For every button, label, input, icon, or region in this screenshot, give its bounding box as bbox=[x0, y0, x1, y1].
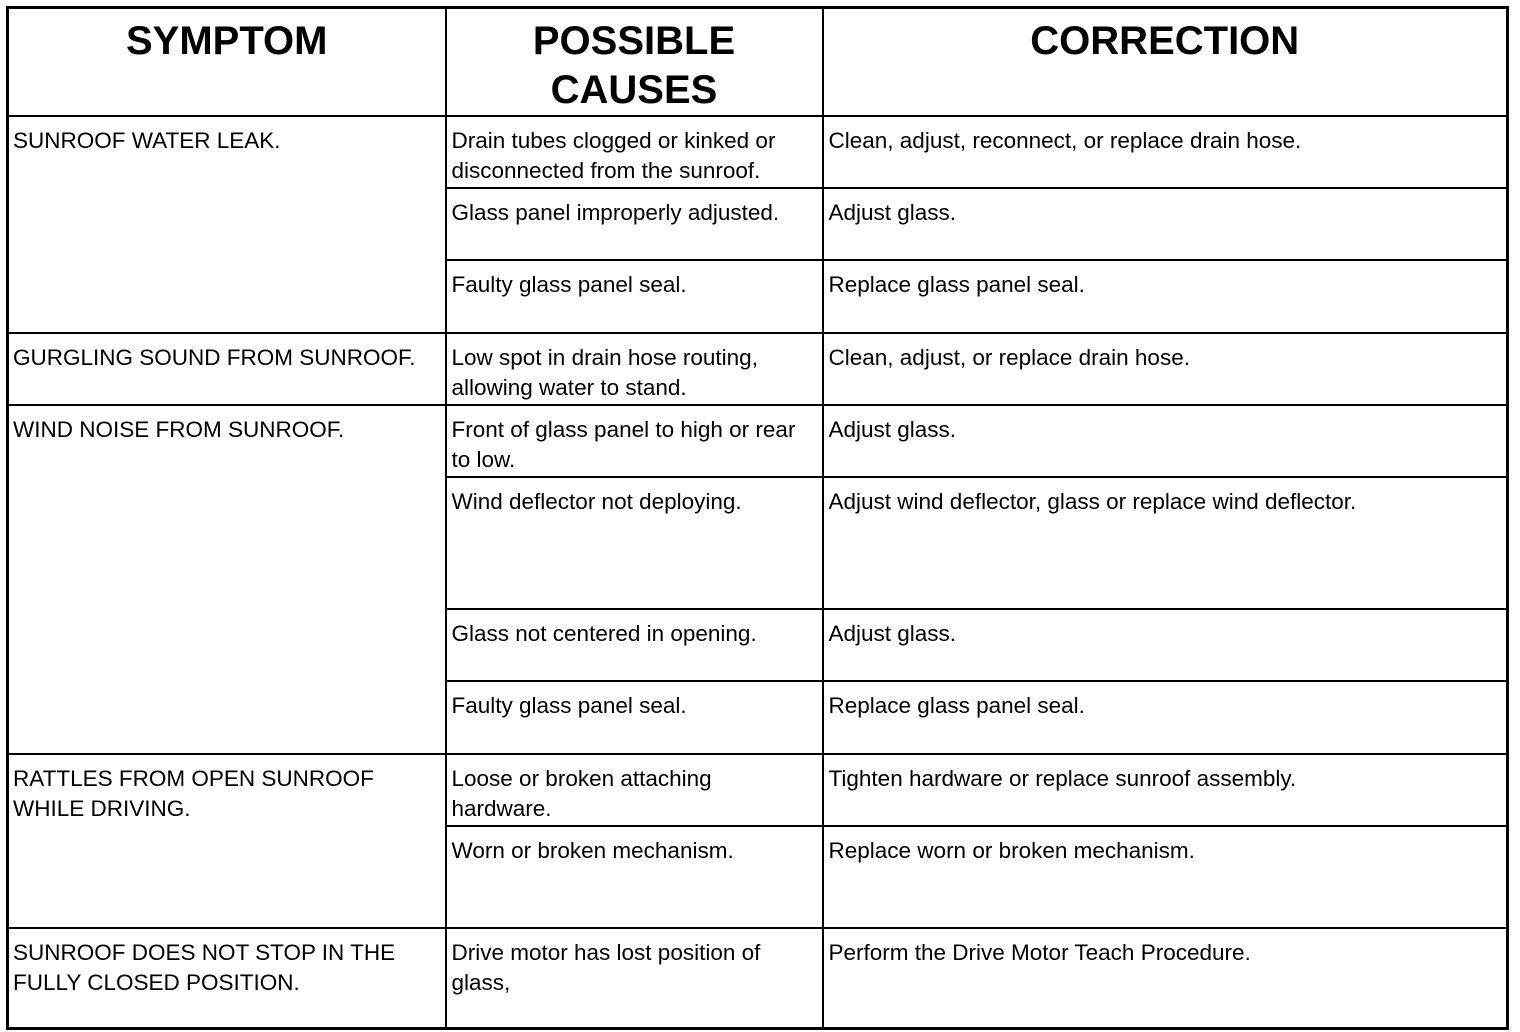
symptom-cell: SUNROOF WATER LEAK. bbox=[8, 116, 446, 333]
correction-cell: Replace worn or broken mechanism. bbox=[823, 826, 1508, 928]
correction-cell: Adjust glass. bbox=[823, 188, 1508, 260]
cause-cell: Faulty glass panel seal. bbox=[446, 260, 823, 333]
correction-cell: Perform the Drive Motor Teach Procedure. bbox=[823, 928, 1508, 1028]
causes-header-line2: CAUSES bbox=[550, 68, 718, 112]
cause-cell: Drain tubes clogged or kinked or disconnected from the sunroof. bbox=[446, 116, 823, 188]
symptom-cell: RATTLES FROM OPEN SUNROOF WHILE DRIVING. bbox=[8, 754, 446, 928]
table-row bbox=[8, 928, 1508, 1028]
table-row bbox=[8, 405, 1508, 477]
cause-cell: Drive motor has lost position of glass, bbox=[446, 928, 823, 1028]
symptom-cell: SUNROOF DOES NOT STOP IN THE FULLY CLOSED POSITION. bbox=[8, 928, 446, 1028]
cause-cell: Low spot in drain hose routing, allowing water to stand. bbox=[446, 333, 823, 405]
symptom-cell: WIND NOISE FROM SUNROOF. bbox=[8, 405, 446, 754]
causes-header bbox=[446, 8, 823, 117]
correction-cell: Replace glass panel seal. bbox=[823, 260, 1508, 333]
cause-cell: Front of glass panel to high or rear to low. bbox=[446, 405, 823, 477]
cause-cell: Wind deflector not deploying. bbox=[446, 477, 823, 609]
cause-cell: Worn or broken mechanism. bbox=[446, 826, 823, 928]
correction-cell: Clean, adjust, reconnect, or replace drain hose. bbox=[823, 116, 1508, 188]
correction-cell: Tighten hardware or replace sunroof assembly. bbox=[823, 754, 1508, 826]
header-row bbox=[8, 8, 1508, 117]
cause-cell: Glass panel improperly adjusted. bbox=[446, 188, 823, 260]
symptom-header: SYMPTOM bbox=[8, 8, 446, 117]
cause-cell: Loose or broken attaching hardware. bbox=[446, 754, 823, 826]
symptom-cell: GURGLING SOUND FROM SUNROOF. bbox=[8, 333, 446, 405]
correction-header: CORRECTION bbox=[823, 8, 1508, 117]
cause-cell: Faulty glass panel seal. bbox=[446, 681, 823, 754]
correction-cell: Adjust glass. bbox=[823, 405, 1508, 477]
diagnosis-table bbox=[6, 6, 1509, 1030]
table-row bbox=[8, 333, 1508, 405]
correction-cell: Adjust glass. bbox=[823, 609, 1508, 681]
table-row bbox=[8, 754, 1508, 826]
causes-header-line1: POSSIBLE bbox=[532, 19, 736, 63]
table-row bbox=[8, 116, 1508, 188]
cause-cell: Glass not centered in opening. bbox=[446, 609, 823, 681]
correction-cell: Clean, adjust, or replace drain hose. bbox=[823, 333, 1508, 405]
correction-cell: Adjust wind deflector, glass or replace wind deflector. bbox=[823, 477, 1508, 609]
correction-cell: Replace glass panel seal. bbox=[823, 681, 1508, 754]
